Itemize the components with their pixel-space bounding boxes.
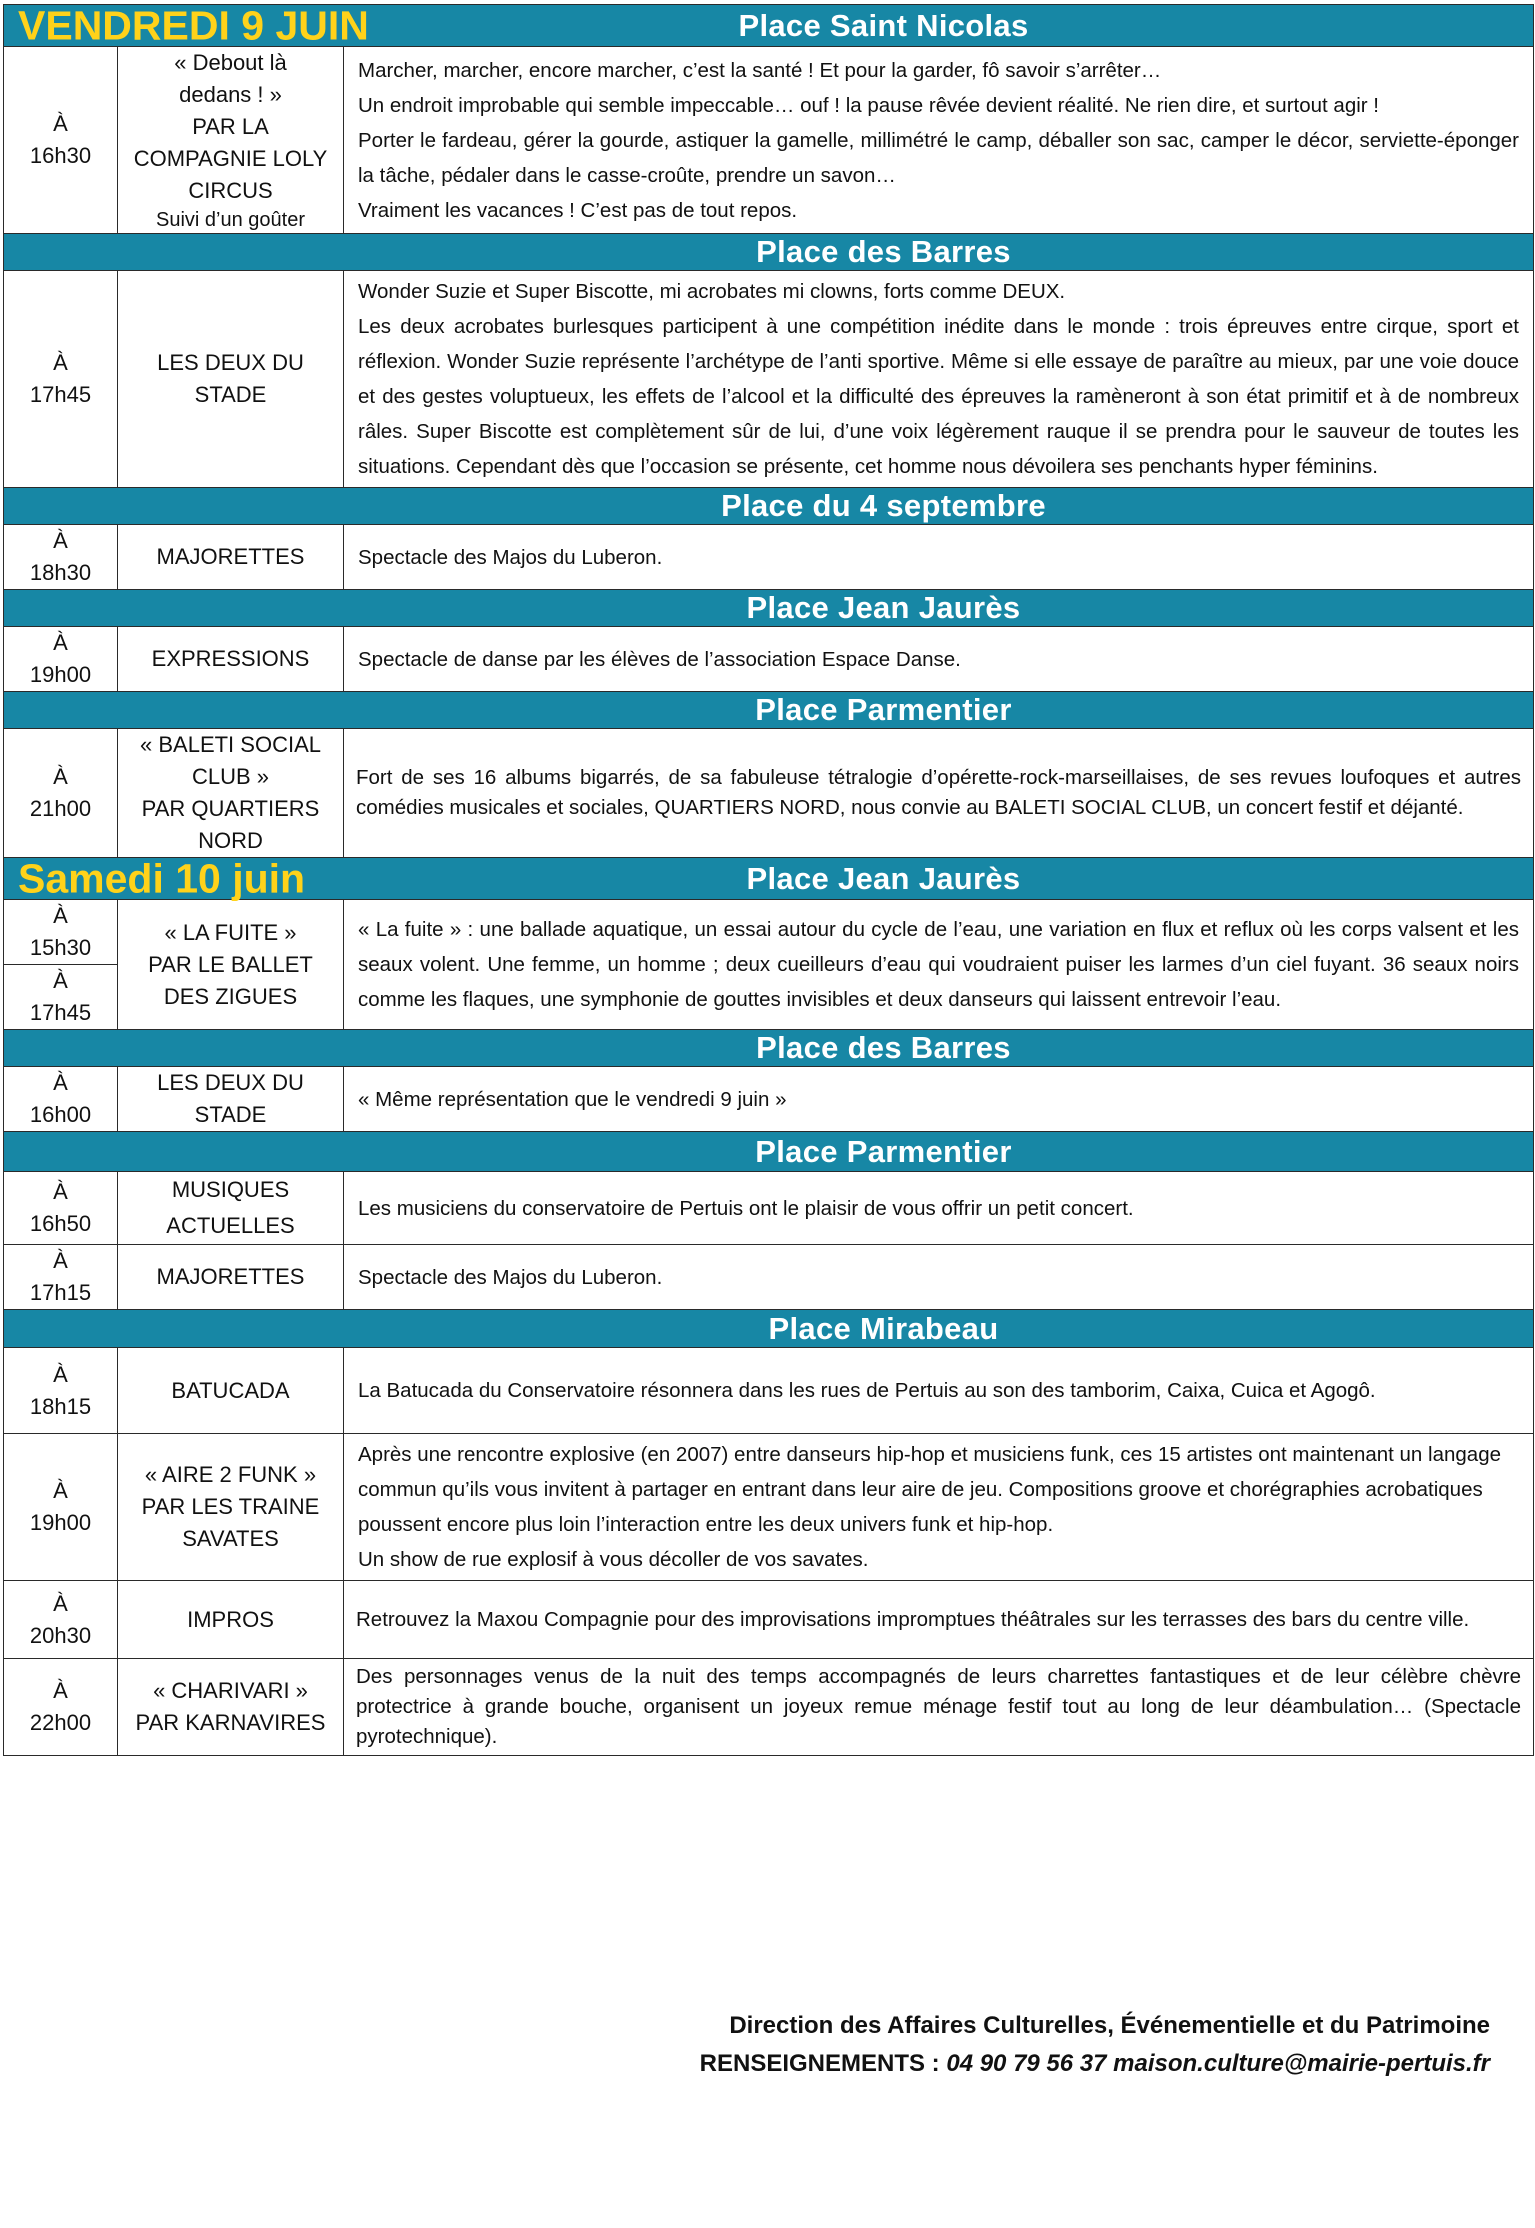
venue-header: [4, 858, 1534, 900]
show-row: [4, 900, 1534, 965]
venue-title: Place Saint Nicolas: [738, 7, 1029, 43]
venue-title: Place des Barres: [756, 1030, 1011, 1065]
show-row: [4, 525, 1534, 590]
show-row: [4, 1659, 1534, 1756]
show-title: MAJORETTES: [118, 525, 344, 590]
show-time: À 19h00: [4, 627, 118, 692]
contact-label: RENSEIGNEMENTS :: [699, 2050, 947, 2077]
show-time: À 18h15: [4, 1348, 118, 1434]
show-title: EXPRESSIONS: [118, 627, 344, 692]
show-title: MAJORETTES: [118, 1245, 344, 1310]
venue-title: Place Jean Jaurès: [746, 590, 1021, 625]
show-time: À 22h00: [4, 1659, 118, 1756]
programme-table: [3, 4, 1534, 1756]
venue-header: [4, 1310, 1534, 1348]
show-description: Marcher, marcher, encore marcher, c’est la santé ! Et pour la garder, fô savoir s’arrêter… Un endroit improbable qui semble impeccable… ouf ! la pause rêvée devient réalité. Ne rien dire, et surtout agir ! Porter le fardeau, gérer la gourde, astiquer la gamelle, millimétré le camp, déballer son sac, camper le décor, serviette-éponger la tâche, pédaler dans le casse-croûte, prendre un savon… Vraiment les vacances ! C’est pas de tout repos.: [344, 47, 1534, 234]
venue-title: Place du 4 septembre: [721, 488, 1046, 523]
show-row: [4, 271, 1534, 488]
show-description: « Même représentation que le vendredi 9 juin »: [344, 1067, 1534, 1132]
show-row: [4, 1434, 1534, 1581]
show-title: MUSIQUES ACTUELLES: [118, 1172, 344, 1245]
show-time: À 20h30: [4, 1581, 118, 1659]
day-heading-saturday: Samedi 10 juin: [18, 855, 306, 901]
show-subtitle: Suivi d’un goûter: [156, 209, 305, 231]
venue-header: [4, 590, 1534, 627]
venue-header: [4, 488, 1534, 525]
venue-header: [4, 1132, 1534, 1172]
show-description: Wonder Suzie et Super Biscotte, mi acrobates mi clowns, forts comme DEUX. Les deux acrobates burlesques participent à une compétition inédite dans le monde : trois épreuves entre cirque, sport et réflexion. Wonder Suzie représente l’archétype de l’anti sportive. Même si elle essaye de paraître au mieux, par une voie douce et des gestes voluptueux, les effets de l’alcool et la difficulté des épreuves la ramèneront à son état primitif et à de nombreux râles. Super Biscotte est complètement sûr de lui, d’une voix légèrement rauque il se prendra pour le sauveur de toutes les situations. Cependant dès que l’occasion se présente, cet homme nous dévoilera ses penchants hyper féminins.: [344, 271, 1534, 488]
venue-title: Place des Barres: [756, 234, 1011, 269]
show-row: [4, 47, 1534, 234]
show-row: [4, 1172, 1534, 1245]
show-title: IMPROS: [118, 1581, 344, 1659]
venue-title: Place Parmentier: [755, 692, 1012, 727]
show-title: LES DEUX DU STADE: [118, 1067, 344, 1132]
show-time: À 17h45: [4, 965, 118, 1030]
show-time: À 16h00: [4, 1067, 118, 1132]
show-title: « AIRE 2 FUNK » PAR LES TRAINE SAVATES: [118, 1434, 344, 1581]
show-description: Spectacle des Majos du Luberon.: [344, 525, 1534, 590]
contact-value: 04 90 79 56 37 maison.culture@mairie-pertuis.fr: [946, 2050, 1490, 2077]
show-row: [4, 1348, 1534, 1434]
show-description: La Batucada du Conservatoire résonnera dans les rues de Pertuis au son des tamborim, Caixa, Cuica et Agogô.: [344, 1348, 1534, 1434]
show-title: « LA FUITE » PAR LE BALLET DES ZIGUES: [118, 900, 344, 1030]
show-row: [4, 1581, 1534, 1659]
show-time: À 21h00: [4, 729, 118, 858]
venue-header: [4, 692, 1534, 729]
show-description: Les musiciens du conservatoire de Pertuis ont le plaisir de vous offrir un petit concert.: [344, 1172, 1534, 1245]
footer: [700, 2007, 1490, 2083]
show-time: À 18h30: [4, 525, 118, 590]
show-time: À 17h15: [4, 1245, 118, 1310]
show-title: « Debout là dedans ! » PAR LA COMPAGNIE LOLY CIRCUS Suivi d’un goûter: [118, 47, 344, 234]
show-description: Fort de ses 16 albums bigarrés, de sa fabuleuse tétralogie d’opérette-rock-marseillaises, de ses revues loufoques et autres comédies musicales et sociales, QUARTIERS NORD, nous convie au BALETI SOCIAL CLUB, un concert festif et déjanté.: [344, 729, 1534, 858]
show-time: À 17h45: [4, 271, 118, 488]
venue-title: Place Mirabeau: [768, 1310, 999, 1346]
show-description: Spectacle de danse par les élèves de l’association Espace Danse.: [344, 627, 1534, 692]
show-row: [4, 627, 1534, 692]
show-time: À 19h00: [4, 1434, 118, 1581]
venue-title: Place Jean Jaurès: [746, 860, 1021, 896]
show-time: À 16h50: [4, 1172, 118, 1245]
show-description: Des personnages venus de la nuit des temps accompagnés de leurs charrettes fantastiques et de leur célèbre chèvre protectrice à grande bouche, organisent un joyeux remue ménage festif tout au long de leur déambulation… (Spectacle pyrotechnique).: [344, 1659, 1534, 1756]
show-row: [4, 1067, 1534, 1132]
venue-header: [4, 5, 1534, 47]
show-title: « CHARIVARI » PAR KARNAVIRES: [118, 1659, 344, 1756]
show-description: Spectacle des Majos du Luberon.: [344, 1245, 1534, 1310]
venue-title: Place Parmentier: [755, 1133, 1012, 1169]
show-description: « La fuite » : une ballade aquatique, un essai autour du cycle de l’eau, une variation en flux et reflux où les corps valsent et les seaux volent. Une femme, un homme ; deux cueilleurs d’eau qui voudraient puiser les larmes d’un ciel fuyant. 36 seaux noirs comme les flaques, une symphonie de gouttes invisibles et deux danseurs qui laissent entrevoir l’eau.: [344, 900, 1534, 1030]
show-description: Après une rencontre explosive (en 2007) entre danseurs hip-hop et musiciens funk, ces 15 artistes ont maintenant un langage commun qu’ils vous invitent à partager en entrant dans leur aire de jeu. Compositions groove et chorégraphies acrobatiques poussent encore plus loin l’interaction entre les deux univers funk et hip-hop. Un show de rue explosif à vous décoller de vos savates.: [344, 1434, 1534, 1581]
venue-header: [4, 1030, 1534, 1067]
show-title: LES DEUX DU STADE: [118, 271, 344, 488]
show-time: À 15h30: [4, 900, 118, 965]
footer-department: Direction des Affaires Culturelles, Événementielle et du Patrimoine: [729, 2012, 1490, 2039]
show-description: Retrouvez la Maxou Compagnie pour des improvisations impromptues théâtrales sur les terrasses des bars du centre ville.: [344, 1581, 1534, 1659]
show-time: À 16h30: [4, 47, 118, 234]
show-row: [4, 1245, 1534, 1310]
venue-header: [4, 234, 1534, 271]
day-heading-friday: VENDREDI 9 JUIN: [18, 2, 369, 48]
programme-sheet: [3, 4, 1534, 1756]
show-title: « BALETI SOCIAL CLUB » PAR QUARTIERS NORD: [118, 729, 344, 858]
footer-contact: [700, 2045, 1490, 2083]
show-title: BATUCADA: [118, 1348, 344, 1434]
show-row: [4, 729, 1534, 858]
